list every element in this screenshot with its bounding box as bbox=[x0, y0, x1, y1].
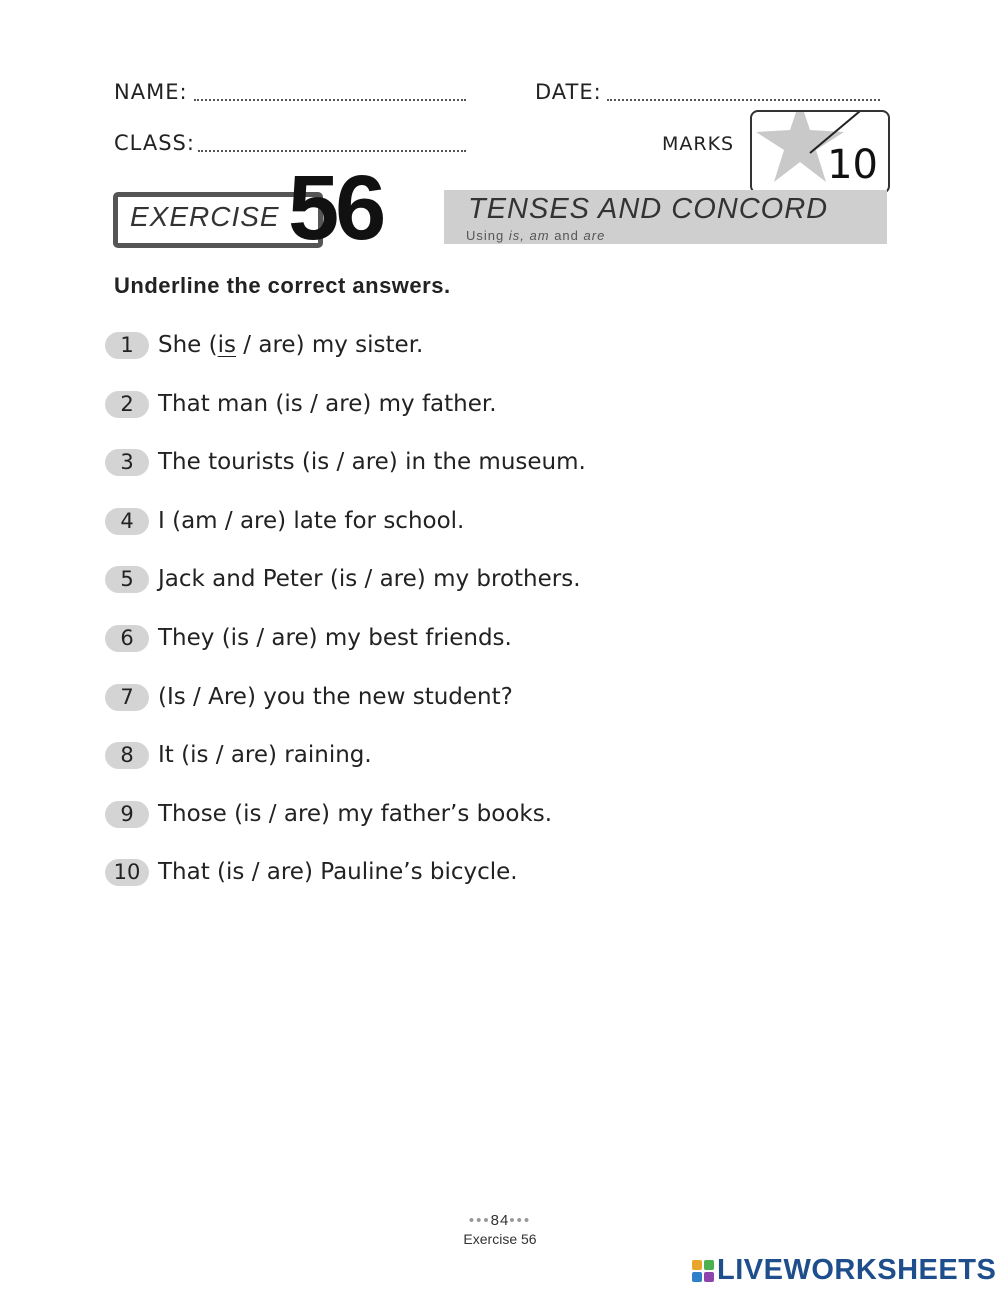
marks-box bbox=[750, 110, 890, 194]
question-number: 6 bbox=[105, 625, 149, 652]
question-text[interactable]: It (is / are) raining. bbox=[158, 742, 372, 769]
question-row bbox=[105, 562, 805, 621]
subtitle-word-is: is, bbox=[508, 228, 525, 243]
question-row bbox=[105, 328, 805, 387]
page-dots-right: ••• bbox=[509, 1212, 532, 1229]
question-number: 7 bbox=[105, 684, 149, 711]
question-text[interactable]: (Is / Are) you the new student? bbox=[158, 683, 513, 710]
question-text[interactable]: The tourists (is / are) in the museum. bbox=[158, 449, 586, 476]
question-number: 1 bbox=[105, 332, 149, 359]
question-text[interactable]: Those (is / are) my father’s books. bbox=[158, 800, 553, 827]
question-text[interactable]: That (is / are) Pauline’s bicycle. bbox=[158, 859, 518, 886]
answer-underlined[interactable]: is bbox=[217, 332, 236, 358]
page-number bbox=[0, 1212, 1000, 1229]
question-text[interactable] bbox=[158, 328, 423, 362]
subtitle-prefix: Using bbox=[466, 228, 505, 243]
class-label: CLASS: bbox=[114, 131, 195, 155]
name-field[interactable] bbox=[194, 99, 466, 101]
question-number: 5 bbox=[105, 566, 149, 593]
question-number: 9 bbox=[105, 801, 149, 828]
subtitle-word-are: are bbox=[583, 228, 606, 243]
date-label: DATE: bbox=[535, 80, 602, 104]
question-row bbox=[105, 738, 805, 797]
page-number-value: 84 bbox=[490, 1212, 510, 1229]
question-number: 8 bbox=[105, 742, 149, 769]
page-dots-left: ••• bbox=[468, 1212, 491, 1229]
exercise-reference: Exercise 56 bbox=[463, 1231, 537, 1247]
brand-name: LIVEWORKSHEETS bbox=[717, 1254, 997, 1286]
topic-subtitle bbox=[466, 228, 605, 243]
question-text-before: She ( bbox=[158, 332, 218, 358]
question-row bbox=[105, 855, 805, 914]
question-row bbox=[105, 445, 805, 504]
question-row bbox=[105, 680, 805, 739]
instruction: Underline the correct answers. bbox=[114, 273, 451, 298]
question-text[interactable]: That man (is / are) my father. bbox=[158, 390, 497, 417]
liveworksheets-logo-icon bbox=[692, 1260, 714, 1282]
question-number: 3 bbox=[105, 449, 149, 476]
exercise-label: EXERCISE bbox=[130, 201, 280, 232]
question-row bbox=[105, 797, 805, 856]
topic-title: TENSES AND CONCORD bbox=[468, 193, 829, 225]
question-text-after: / are) my sister. bbox=[236, 332, 424, 358]
question-list bbox=[105, 328, 805, 914]
question-number: 2 bbox=[105, 391, 149, 418]
question-row bbox=[105, 621, 805, 680]
question-row bbox=[105, 504, 805, 563]
question-number: 4 bbox=[105, 508, 149, 535]
question-number: 10 bbox=[105, 859, 149, 886]
marks-label: MARKS bbox=[662, 133, 735, 155]
question-text[interactable]: Jack and Peter (is / are) my brothers. bbox=[158, 566, 581, 593]
question-text[interactable]: I (am / are) late for school. bbox=[158, 507, 465, 534]
class-field[interactable] bbox=[198, 150, 466, 152]
name-label: NAME: bbox=[114, 80, 188, 104]
date-field[interactable] bbox=[607, 99, 880, 101]
brand-logo[interactable] bbox=[692, 1254, 996, 1287]
marks-total: 10 bbox=[827, 142, 878, 188]
subtitle-word-am: am bbox=[529, 228, 550, 243]
question-row bbox=[105, 387, 805, 446]
exercise-number: 56 bbox=[288, 157, 383, 259]
question-text[interactable]: They (is / are) my best friends. bbox=[158, 624, 512, 651]
subtitle-and: and bbox=[554, 228, 579, 243]
